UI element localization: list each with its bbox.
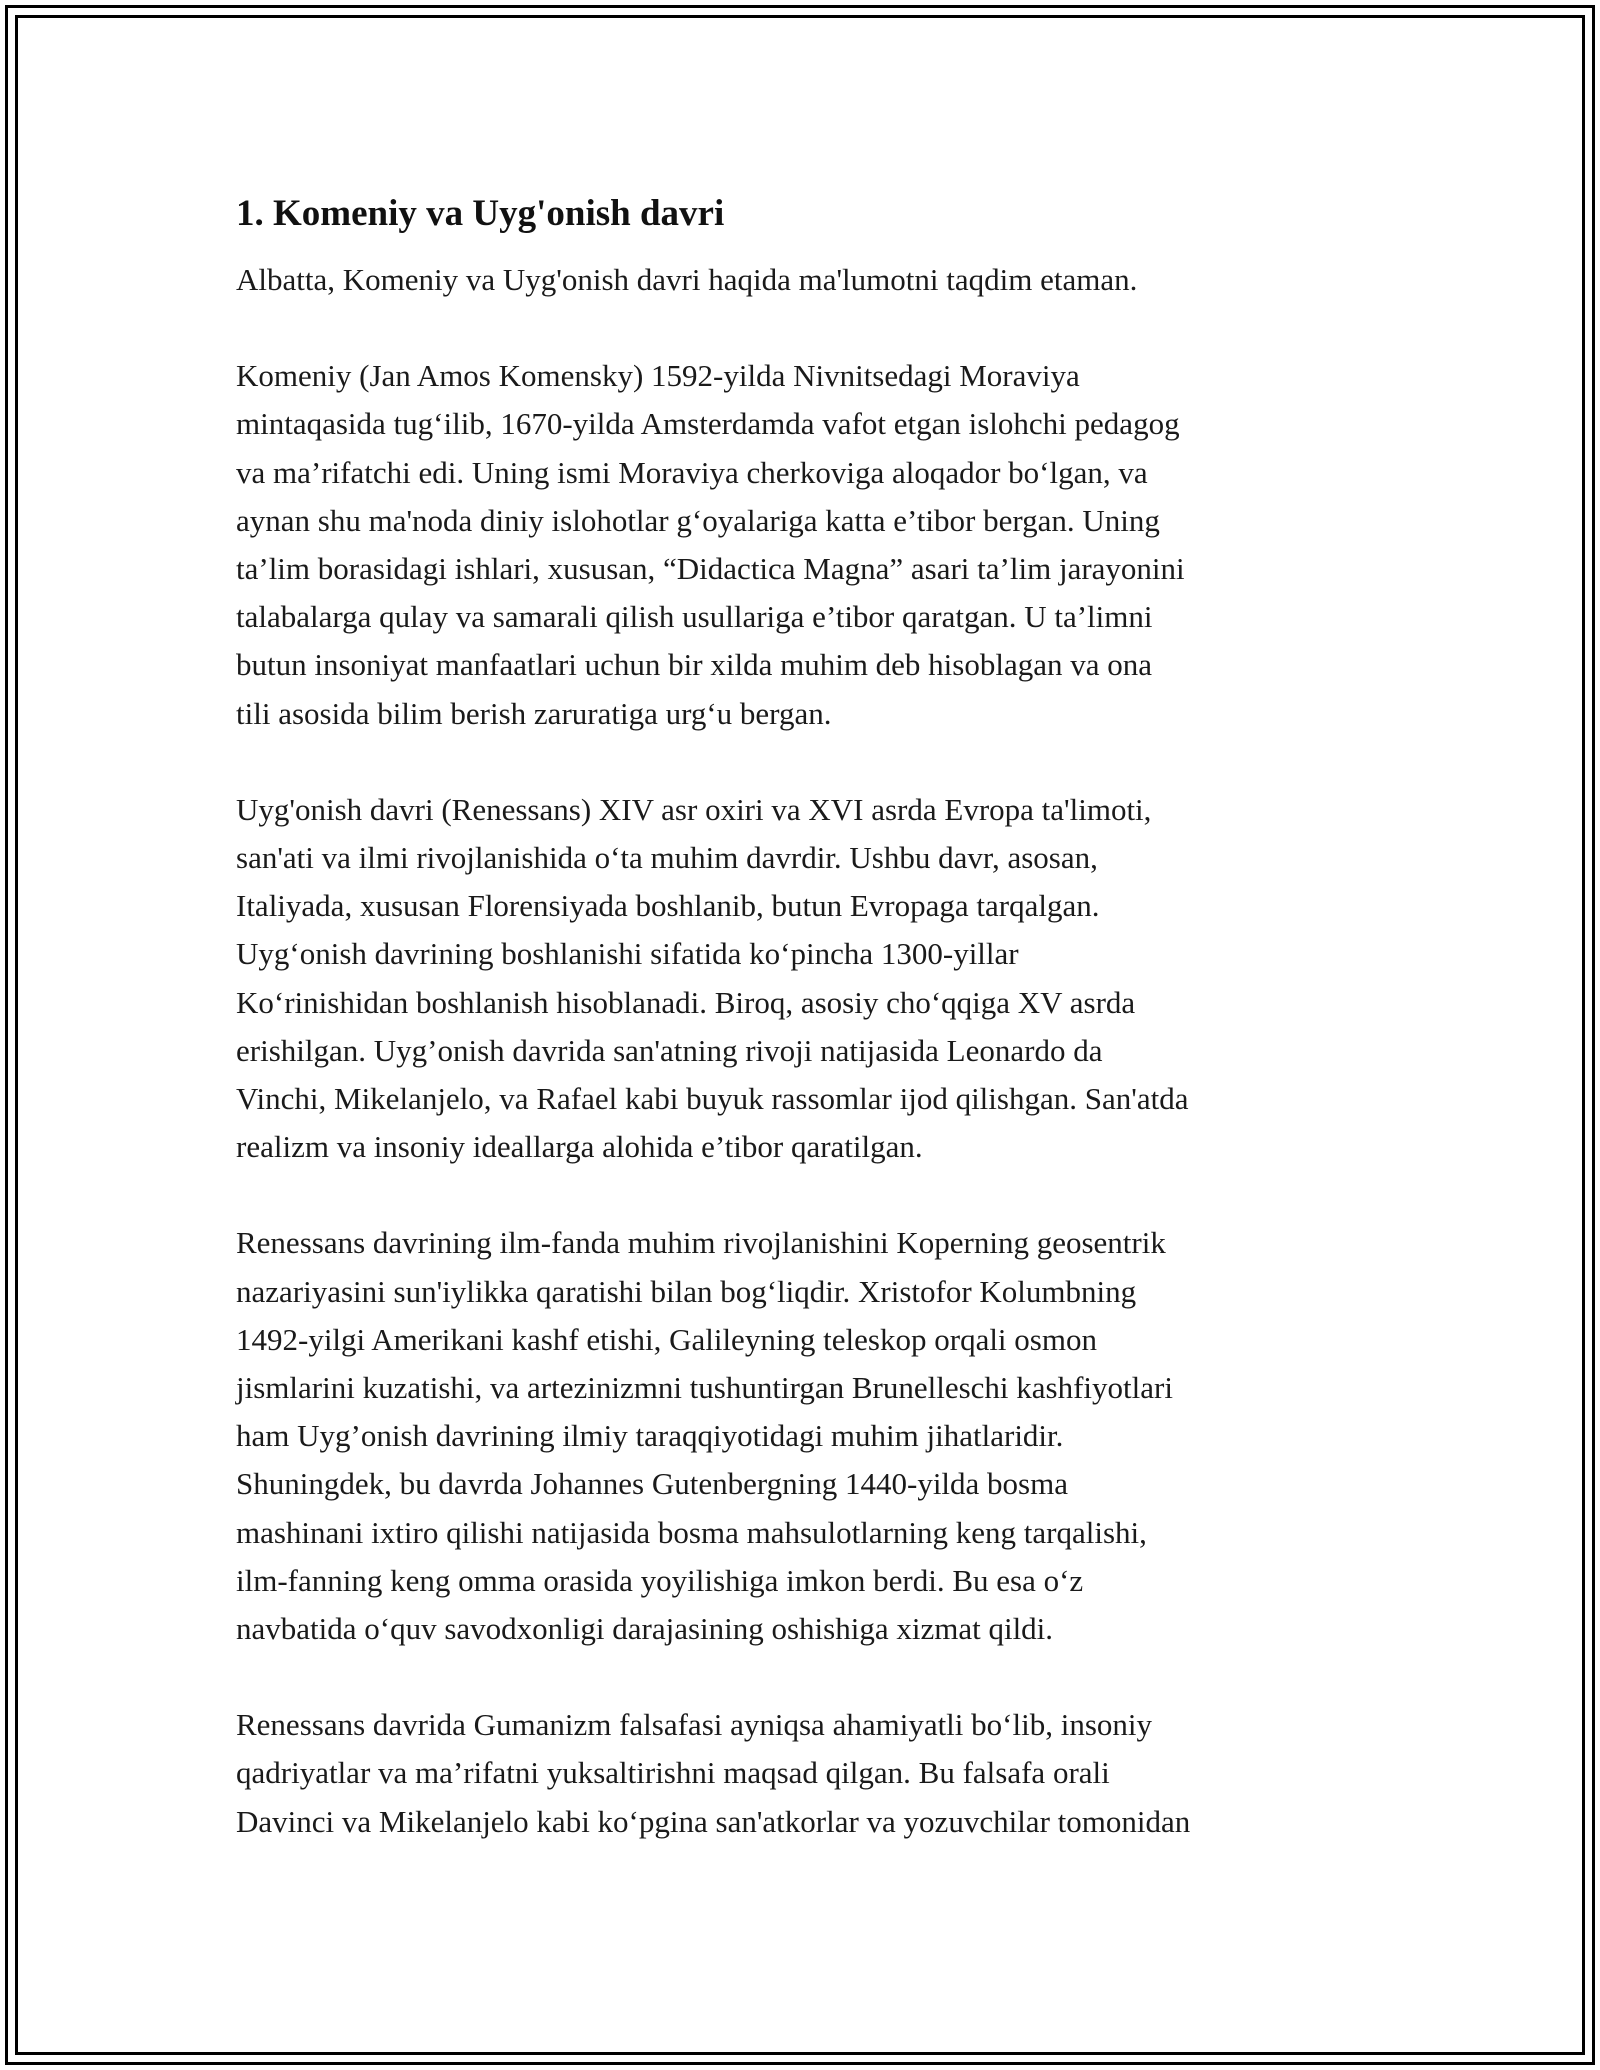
- paragraph-line: Renessans davrining ilm-fanda muhim rivojlanishini Koperning geosentrik: [236, 1225, 1166, 1261]
- paragraph: [236, 786, 1386, 1172]
- paragraph: [236, 1219, 1386, 1653]
- paragraph-line: Uyg‘onish davrining boshlanishi sifatida ko‘pincha 1300-yillar: [236, 936, 1019, 972]
- paragraph-line: butun insoniyat manfaatlari uchun bir xilda muhim deb hisoblagan va ona: [236, 647, 1153, 683]
- paragraph-line: ham Uyg’onish davrining ilmiy taraqqiyotidagi muhim jihatlaridir.: [236, 1418, 1064, 1454]
- paragraph-line: Ko‘rinishidan boshlanish hisoblanadi. Biroq, asosiy cho‘qqiga XV asrda: [236, 984, 1136, 1020]
- paragraph-line: Renessans davrida Gumanizm falsafasi ayniqsa ahamiyatli bo‘lib, insoniy: [236, 1707, 1152, 1743]
- paragraph-line: Davinci va Mikelanjelo kabi ko‘pgina san'atkorlar va yozuvchilar tomonidan: [236, 1803, 1191, 1839]
- paragraph: [236, 1701, 1386, 1846]
- paragraph-line: mashinani ixtiro qilishi natijasida bosma mahsulotlarning keng tarqalishi,: [236, 1514, 1147, 1550]
- paragraph-line: Shuningdek, bu davrda Johannes Gutenbergning 1440-yilda bosma: [236, 1466, 1068, 1502]
- paragraph-line: realizm va insoniy ideallarga alohida e’tibor qaratilgan.: [236, 1129, 923, 1165]
- paragraph-line: va ma’rifatchi edi. Uning ismi Moraviya cherkoviga aloqador bo‘lgan, va: [236, 454, 1148, 490]
- paragraph-line: erishilgan. Uyg’onish davrida san'atning rivoji natijasida Leonardo da: [236, 1032, 1103, 1068]
- paragraph: [236, 256, 1386, 304]
- paragraph-line: Albatta, Komeniy va Uyg'onish davri haqida ma'lumotni taqdim etaman.: [236, 262, 1138, 297]
- paragraph-line: tili asosida bilim berish zaruratiga urg‘u bergan.: [236, 695, 832, 731]
- paragraph-line: aynan shu ma'noda diniy islohotlar g‘oyalariga katta e’tibor bergan. Uning: [236, 502, 1160, 538]
- section-heading: 1. Komeniy va Uyg'onish davri: [236, 193, 725, 234]
- paragraph-line: ilm-fanning keng omma orasida yoyilishiga imkon berdi. Bu esa o‘z: [236, 1562, 1084, 1598]
- paragraph-line: Italiyada, xususan Florensiyada boshlanib, butun Evropaga tarqalgan.: [236, 888, 1100, 924]
- paragraph-list: [236, 256, 1386, 1846]
- paragraph-line: nazariyasini sun'iylikka qaratishi bilan bog‘liqdir. Xristofor Kolumbning: [236, 1273, 1137, 1309]
- paragraph-line: Komeniy (Jan Amos Komensky) 1592-yilda Nivnitsedagi Moraviya: [236, 358, 1080, 394]
- paragraph-line: navbatida o‘quv savodxonligi darajasining oshishiga xizmat qildi.: [236, 1611, 1054, 1647]
- paragraph-line: qadriyatlar va ma’rifatni yuksaltirishni maqsad qilgan. Bu falsafa orali: [236, 1755, 1110, 1791]
- paragraph-line: 1492-yilgi Amerikani kashf etishi, Galileyning teleskop orqali osmon: [236, 1321, 1097, 1357]
- paragraph-line: talabalarga qulay va samarali qilish usullariga e’tibor qaratgan. U ta’limni: [236, 599, 1153, 635]
- document-body: [236, 188, 1386, 1894]
- paragraph-line: Vinchi, Mikelanjelo, va Rafael kabi buyuk rassomlar ijod qilishgan. San'atda: [236, 1081, 1189, 1117]
- paragraph-line: mintaqasida tug‘ilib, 1670-yilda Amsterdamda vafot etgan islohchi pedagog: [236, 406, 1180, 442]
- paragraph-line: Uyg'onish davri (Renessans) XIV asr oxiri va XVI asrda Evropa ta'limoti,: [236, 791, 1152, 827]
- paragraph-line: ta’lim borasidagi ishlari, xususan, “Didactica Magna” asari ta’lim jarayonini: [236, 551, 1185, 587]
- paragraph-line: san'ati va ilmi rivojlanishida o‘ta muhim davrdir. Ushbu davr, asosan,: [236, 840, 1098, 876]
- paragraph: [236, 352, 1386, 738]
- paragraph-line: jismlarini kuzatishi, va artezinizmni tushuntirgan Brunelleschi kashfiyotlari: [236, 1370, 1173, 1406]
